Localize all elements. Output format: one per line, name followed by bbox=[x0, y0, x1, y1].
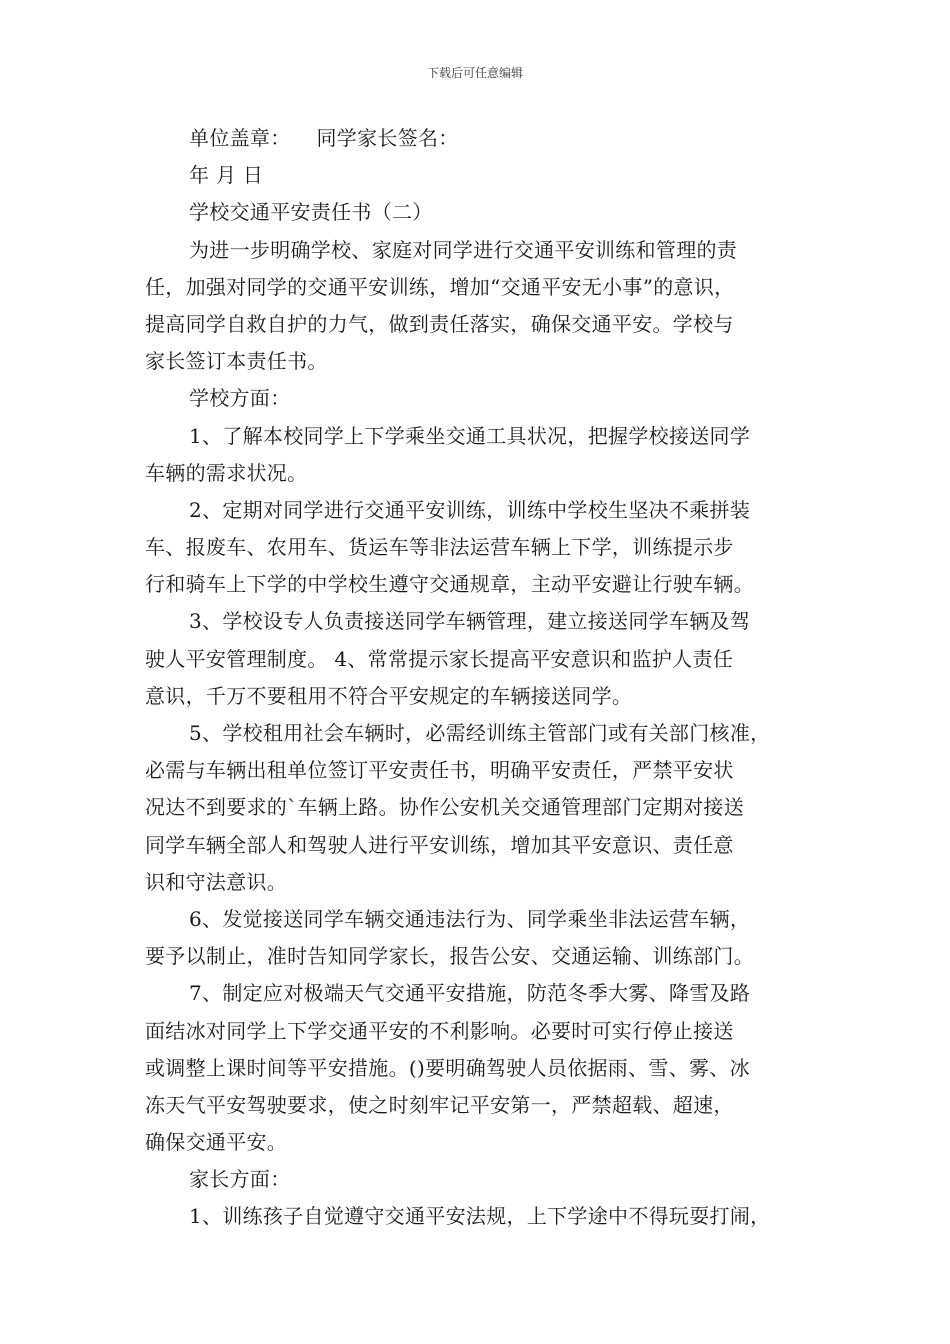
text-line: 7、制定应对极端天气交通平安措施，防范冬季大雾、降雪及路 bbox=[189, 981, 751, 1006]
text-line: 3、学校设专人负责接送同学车辆管理，建立接送同学车辆及驾 bbox=[189, 609, 751, 634]
text-line: 1、了解本校同学上下学乘坐交通工具状况，把握学校接送同学 bbox=[189, 423, 751, 448]
parent-signature-label: 同学家长签名： bbox=[316, 126, 459, 150]
document-title: 学校交通平安责任书（二） bbox=[189, 200, 433, 225]
text-line: 面结冰对同学上下学交通平安的不利影响。必要时可实行停止接送 bbox=[145, 1018, 734, 1043]
seal-label: 单位盖章： bbox=[189, 126, 291, 150]
text-line: 学校方面： bbox=[189, 386, 291, 411]
text-line: 要予以制止，准时告知同学家长，报告公安、交通运输、训练部门。 bbox=[145, 944, 754, 969]
text-line: 1、训练孩子自觉遵守交通平安法规，上下学途中不得玩耍打闹， bbox=[189, 1204, 771, 1229]
text-line: 任，加强对同学的交通平安训练，增加“交通平安无小事”的意识， bbox=[145, 274, 735, 299]
signature-line bbox=[145, 120, 810, 157]
text-line: 2、定期对同学进行交通平安训练，训练中学校生坚决不乘拼装 bbox=[189, 497, 751, 522]
date-line: 年 月 日 bbox=[189, 163, 264, 188]
text-line: 识和守法意识。 bbox=[145, 869, 288, 894]
text-line: 车、报废车、农用车、货运车等非法运营车辆上下学，训练提示步 bbox=[145, 535, 734, 560]
text-line: 必需与车辆出租单位签订平安责任书，明确平安责任，严禁平安状 bbox=[145, 758, 734, 783]
text-line: 6、发觉接送同学车辆交通违法行为、同学乘坐非法运营车辆， bbox=[189, 906, 751, 931]
text-line: 行和骑车上下学的中学校生遵守交通规章，主动平安避让行驶车辆。 bbox=[145, 572, 754, 597]
text-line: 况达不到要求的`车辆上路。协作公安机关交通管理部门定期对接送 bbox=[145, 795, 744, 820]
text-line: 提高同学自救自护的力气，做到责任落实，确保交通平安。学校与 bbox=[145, 311, 734, 336]
text-line: 家长签订本责任书。 bbox=[145, 349, 328, 374]
text-line: 车辆的需求状况。 bbox=[145, 460, 308, 485]
text-line: 为进一步明确学校、家庭对同学进行交通平安训练和管理的责 bbox=[189, 237, 738, 262]
text-line: 家长方面： bbox=[189, 1167, 291, 1192]
text-line: 5、学校租用社会车辆时，必需经训练主管部门或有关部门核准， bbox=[189, 721, 771, 745]
text-line: 同学车辆全部人和驾驶人进行平安训练，增加其平安意识、责任意 bbox=[145, 832, 734, 857]
text-line: 驶人平安管理制度。 4、常常提示家长提高平安意识和监护人责任 bbox=[145, 646, 734, 671]
text-line: 冻天气平安驾驶要求，使之时刻牢记平安第一，严禁超载、超速， bbox=[145, 1092, 734, 1117]
text-line: 或调整上课时间等平安措施。()要明确驾驶人员依据雨、雪、雾、冰 bbox=[145, 1055, 750, 1080]
document-body bbox=[145, 120, 810, 1236]
page-header: 下载后可任意编辑 bbox=[426, 66, 523, 80]
text-line: 确保交通平安。 bbox=[145, 1130, 288, 1155]
paragraphs bbox=[145, 232, 810, 1236]
text-line: 意识，千万不要租用不符合平安规定的车辆接送同学。 bbox=[145, 683, 633, 708]
